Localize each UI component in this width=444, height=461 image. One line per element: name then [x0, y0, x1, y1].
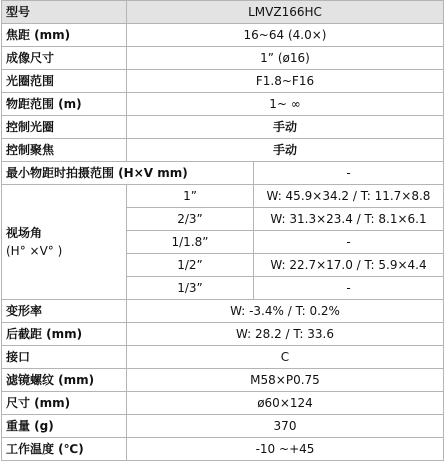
- spec-label: 控制聚焦: [2, 139, 127, 162]
- spec-label: 接口: [2, 346, 127, 369]
- spec-row-weight: [2, 415, 444, 438]
- spec-value: 1” (ø16): [127, 47, 444, 70]
- spec-row-back-focus: [2, 323, 444, 346]
- spec-value: 1~ ∞: [127, 93, 444, 116]
- spec-label: 焦距 (mm): [2, 24, 127, 47]
- spec-value: -: [254, 162, 444, 185]
- spec-row-min-object-field: [2, 162, 444, 185]
- view-angle-row: [2, 185, 444, 208]
- sensor-size: 1/2”: [127, 254, 254, 277]
- view-angle-value: W: 31.3×23.4 / T: 8.1×6.1: [254, 208, 444, 231]
- spec-value: 370: [127, 415, 444, 438]
- sensor-size: 1”: [127, 185, 254, 208]
- spec-row-mount: [2, 346, 444, 369]
- sensor-size: 1/3”: [127, 277, 254, 300]
- view-angle-value: W: 22.7×17.0 / T: 5.9×4.4: [254, 254, 444, 277]
- spec-row-aperture-range: [2, 70, 444, 93]
- spec-row-operating-temperature: [2, 438, 444, 461]
- header-row: [2, 1, 444, 24]
- spec-label: 后截距 (mm): [2, 323, 127, 346]
- view-angle-value: -: [254, 277, 444, 300]
- spec-label: 尺寸 (mm): [2, 392, 127, 415]
- spec-label: 滤镜螺纹 (mm): [2, 369, 127, 392]
- spec-value: 手动: [127, 139, 444, 162]
- spec-row-distortion: [2, 300, 444, 323]
- spec-label: 物距范围 (m): [2, 93, 127, 116]
- spec-row-dimensions: [2, 392, 444, 415]
- spec-label: 光圈范围: [2, 70, 127, 93]
- sensor-size: 2/3”: [127, 208, 254, 231]
- spec-value: W: 28.2 / T: 33.6: [127, 323, 444, 346]
- spec-label: 控制光圈: [2, 116, 127, 139]
- spec-value: C: [127, 346, 444, 369]
- sensor-size: 1/1.8”: [127, 231, 254, 254]
- view-angle-value: -: [254, 231, 444, 254]
- spec-label: 最小物距时拍摄范围 (H×V mm): [2, 162, 254, 185]
- spec-row-iris-control: [2, 116, 444, 139]
- view-angle-label: [2, 185, 127, 300]
- spec-label: 重量 (g): [2, 415, 127, 438]
- spec-label: 变形率: [2, 300, 127, 323]
- view-angle-title: 视场角: [6, 226, 43, 240]
- spec-value: ø60×124: [127, 392, 444, 415]
- spec-value: 16~64 (4.0×): [127, 24, 444, 47]
- header-label: 型号: [2, 1, 127, 24]
- spec-row-object-distance: [2, 93, 444, 116]
- spec-value: 手动: [127, 116, 444, 139]
- spec-value: -10 ~+45: [127, 438, 444, 461]
- spec-label: 成像尺寸: [2, 47, 127, 70]
- header-value: LMVZ166HC: [127, 1, 444, 24]
- spec-value: M58×P0.75: [127, 369, 444, 392]
- spec-row-focus-control: [2, 139, 444, 162]
- spec-row-filter-thread: [2, 369, 444, 392]
- spec-value: F1.8~F16: [127, 70, 444, 93]
- spec-table: [1, 0, 444, 461]
- spec-row-image-size: [2, 47, 444, 70]
- spec-value: W: -3.4% / T: 0.2%: [127, 300, 444, 323]
- view-angle-value: W: 45.9×34.2 / T: 11.7×8.8: [254, 185, 444, 208]
- spec-row-focal-length: [2, 24, 444, 47]
- view-angle-units: (H° ×V° ): [6, 244, 63, 258]
- spec-label: 工作温度 (℃): [2, 438, 127, 461]
